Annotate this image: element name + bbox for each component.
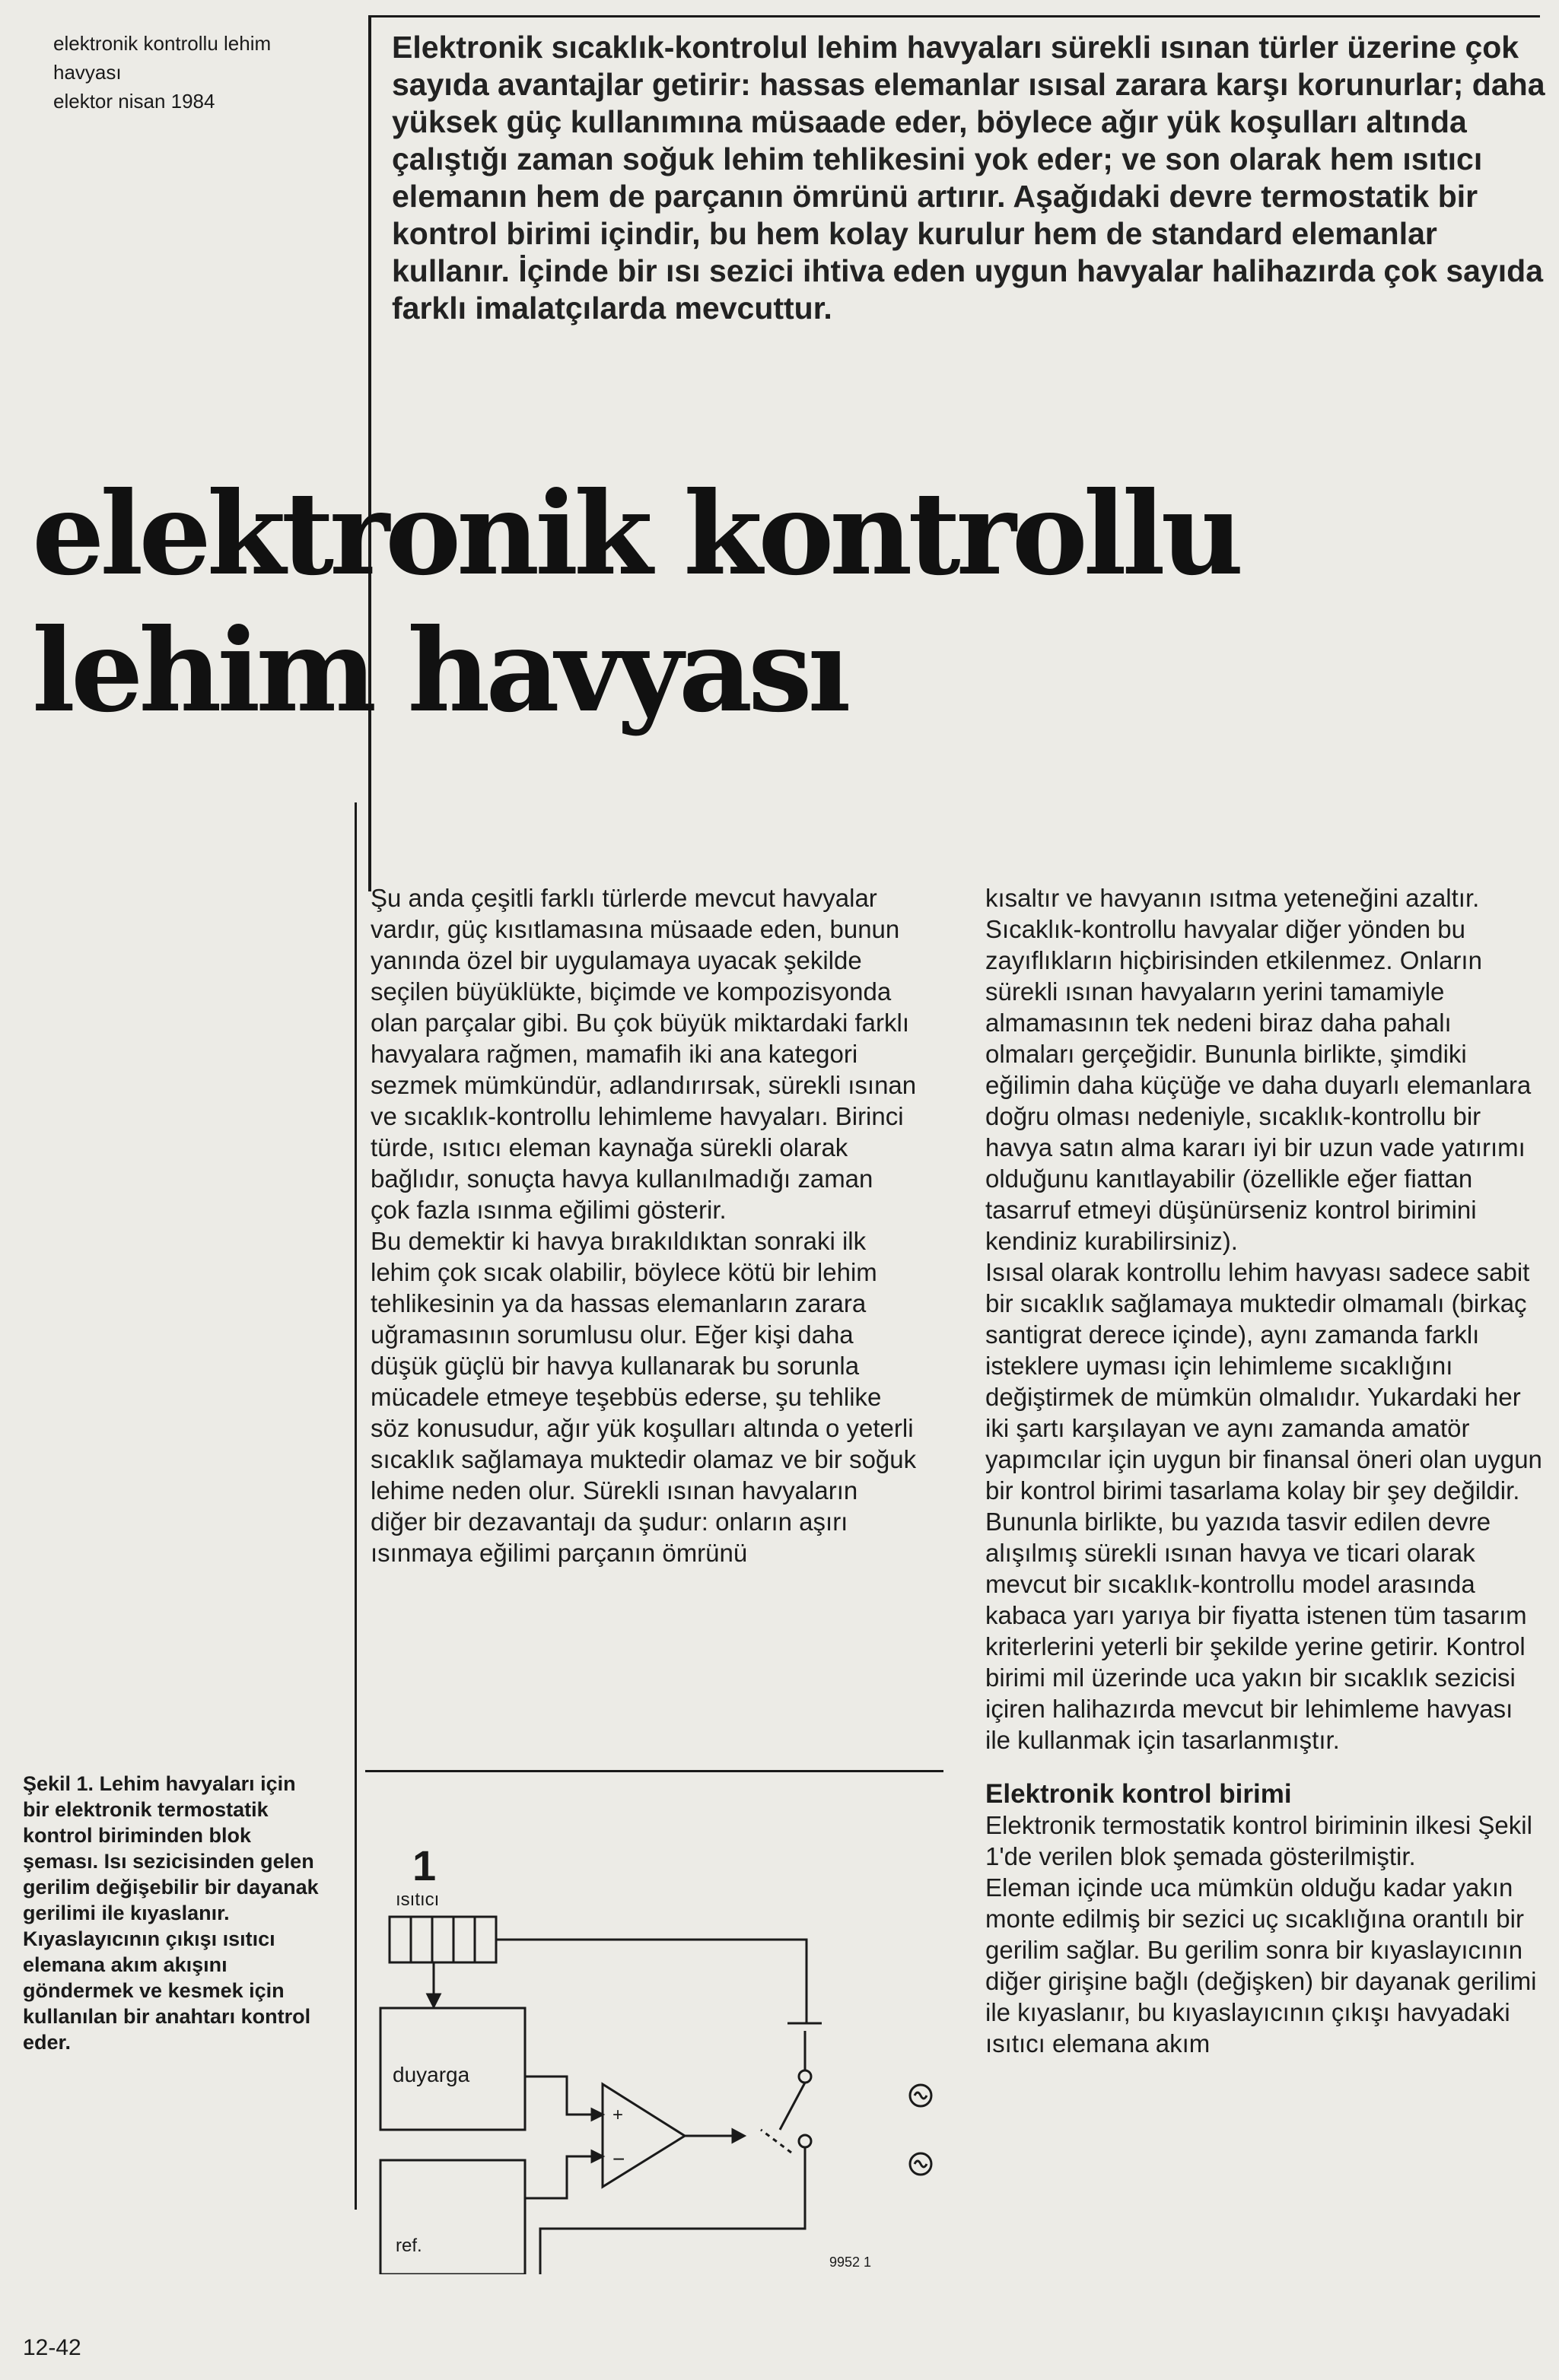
figure-caption: Şekil 1. Lehim havyaları için bir elektronik termostatik kontrol biriminden blok şeması. Isı sezicisinden gelen gerilim değişebilir bir dayanak gerilimi ile kıyaslanır. Kıyaslayıcının çıkışı ısıtıcı elemana akım akışını göndermek ve kesmek için kullanılan bir anahtarı kontrol eder.	[23, 1772, 319, 2054]
intro-divider	[368, 17, 371, 891]
sensor-signal-line	[525, 2077, 597, 2115]
ac-source-1	[910, 2085, 931, 2106]
ref-label: ref.	[396, 2235, 422, 2256]
plus-label: +	[612, 2105, 624, 2125]
col2-paragraph-1: kısaltır ve havyanın ısıtma yeteneğini azaltır.	[985, 884, 1480, 912]
ref-signal-line	[525, 2156, 597, 2198]
title-line-1: elektronik kontrollu	[32, 467, 1239, 601]
comparator	[603, 2084, 685, 2187]
col1-paragraph-2: Bu demektir ki havya bırakıldıktan sonraki ilk lehim çok sıcak olabilir, böylece kötü bir lehim tehlikesinin ya da hassas elemanların zarara uğramasının sorumlusu olur. Eğer kişi daha düşük güçlü bir havya kullanarak bu sorunla mücadele etmeye teşebbüs ederse, şu tehlike söz konusudur, ağır yük koşulları altında o yeterli sıcaklık sağlamaya muktedir olamaz ve bir soğuk lehime neden olur. Sürekli ısınan havyaların diğer bir dezavantajı da şudur: onların aşırı ısınmaya eğilimi parçanın ömrünü	[371, 1227, 917, 1567]
source-line-1: elektronik kontrollu lehim	[53, 32, 272, 55]
page-number: 12-42	[23, 2335, 81, 2360]
figure-number: 1	[412, 1841, 437, 1889]
intro-paragraph: Elektronik sıcaklık-kontrolul lehim havyaları sürekli ısınan türler üzerine çok sayıda avantajlar getirir: hassas elemanlar ısısal zarara karşı korunurlar; daha yüksek güç kullanımına müsaade eder, böylece ağır yük koşulları altında çalıştığı zaman soğuk lehim tehlikesini yok eder; ve son olarak hem ısıtıcı elemanın hem de parçanın ömrünü artırır. Aşağıdaki devre termostatik bir kontrol birimi içindir, bu hem kolay kurulur hem de standard elemanlar kullanır. İçinde bir ısı sezici ihtiva eden uygun havyalar halihazırda çok sayıda farklı imalatçılarda mevcuttur.	[392, 30, 1545, 326]
sensor-label: duyarga	[393, 2063, 470, 2086]
switch	[761, 2023, 822, 2198]
minus-label: −	[612, 2147, 625, 2171]
col2-paragraph-3: Isısal olarak kontrollu lehim havyası sadece sabit bir sıcaklık sağlamaya muktedir olmamalı (birkaç santigrat derece içinde), aynı zamanda farklı isteklere uyması için lehimleme sıcaklığını değiştirmek de mümkün olmalıdır. Yukardaki her iki şartı karşılayan ve aynı zamanda amatör yapımcılar için uygun bir finansal öneri olan uygun bir kontrol birimi tasarlama kolay bir şey değildir. Bununla birlikte, bu yazıda tasvir edilen devre alışılmış sürekli ısınan havya ve ticari olarak mevcut bir sıcaklık-kontrollu model arasında kabaca yarı yarıya bir fiyatta istenen tüm tasarım kriterlerini yeterli bir şekilde yerine getirir. Kontrol birimi mil üzerinde uca yakın bir sıcaklık sezicisi içiren halihazırda mevcut bir lehimleme havyası ile kullanmak için tasarlanmıştır.	[985, 1258, 1542, 1754]
col2-paragraph-5: Eleman içinde uca mümkün olduğu kadar yakın monte edilmiş bir sezici uç sıcaklığına orantılı bir gerilim sağlar. Bu gerilim sonra bir kıyaslayıcının diğer girişine bağlı (değişken) bir dayanak gerilimi ile kıyaslanır, bu kıyaslayıcının çıkışı havyadaki ısıtıcı elemana akım	[985, 1873, 1537, 2057]
title-line-2: lehim havyası	[32, 604, 847, 738]
heater-label: ısıtıcı	[396, 1889, 440, 1910]
block-diagram	[365, 1772, 943, 2274]
column-divider	[355, 802, 357, 2210]
source-line-3: elektor nisan 1984	[53, 90, 215, 113]
ac-source-2	[910, 2153, 931, 2175]
heater-wire-top	[496, 1940, 807, 2023]
col2-paragraph-4: Elektronik termostatik kontrol biriminin ilkesi Şekil 1'de verilen blok şemada gösterilmiştir.	[985, 1811, 1532, 1870]
source-line-2: havyası	[53, 61, 122, 84]
body-column-2	[985, 882, 1545, 2059]
col1-paragraph-1: Şu anda çeşitli farklı türlerde mevcut havyalar vardır, güç kısıtlamasına müsaade eden, bunun yanında özel bir uygulamaya uyacak şekilde seçilen büyüklükte, biçimde ve kompozisyonda olan parçalar gibi. Bu çok büyük miktardaki farklı havyalara rağmen, mamafih iki ana kategori sezmek mümkündür, adlandırırsak, sürekli ısınan ve sıcaklık-kontrollu lehimleme havyaları. Birinci türde, ısıtıcı eleman kaynağa sürekli olarak bağlıdır, sonuçta havya kullanılmadığı zaman çok fazla ısınma eğilimi gösterir.	[371, 884, 917, 1224]
body-column-1	[371, 882, 918, 1568]
ref-box	[380, 2160, 525, 2274]
section-heading: Elektronik kontrol birimi	[985, 1779, 1292, 1809]
return-wire	[540, 2198, 805, 2274]
top-rule	[368, 15, 1540, 17]
col2-paragraph-2: Sıcaklık-kontrollu havyalar diğer yönden bu zayıflıkların hiçbirisinden etkilenmez. Onların sürekli ısınan havyaların yerini tamamiyle almamasının tek nedeni biraz daha pahalı olmaları gerçeğidir. Bununla birlikte, şimdiki eğilimin daha küçüğe ve daha duyarlı elemanlara doğru olması nedeniyle, sıcaklık-kontrollu bir havya satın alma kararı iyi bir uzun vade yatırımı olduğunu kanıtlayabilir (özellikle eğer fiattan tasarruf etmeyi düşünürseniz kontrol birimini kendiniz kurabilirsiniz).	[985, 915, 1532, 1255]
heater-element	[390, 1917, 496, 1962]
figure-code: 9952 1	[829, 2254, 872, 2270]
source-info	[53, 29, 327, 116]
article-title	[32, 466, 1325, 739]
